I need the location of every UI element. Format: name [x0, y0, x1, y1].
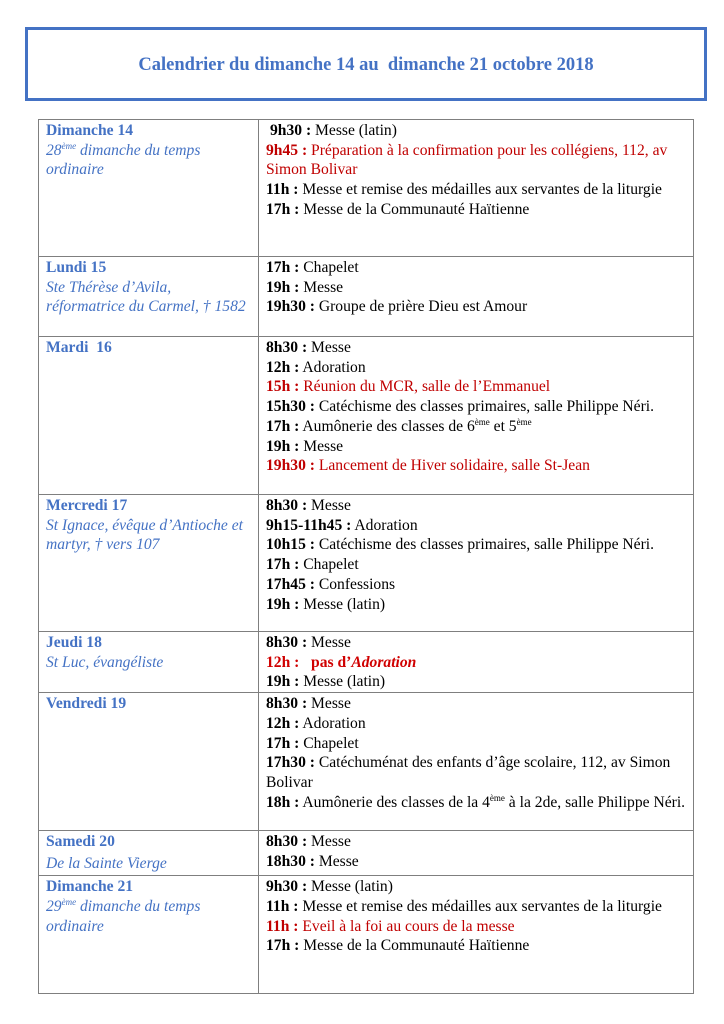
title-banner — [25, 27, 707, 101]
table-row — [39, 693, 694, 831]
event-item: 19h : Messe (latin) — [266, 595, 386, 613]
event-item: 17h : Chapelet — [266, 259, 359, 276]
event-item: 8h30 : Messe — [266, 339, 351, 356]
day-name: Samedi 20 — [46, 833, 115, 851]
day-name: Jeudi 18 — [46, 634, 102, 651]
day-cell — [39, 876, 259, 994]
event-item: 11h : Messe et remise des médailles aux servantes de la liturgie — [266, 897, 662, 915]
table-row — [39, 257, 694, 337]
event-item: 18h30 : Messe — [266, 852, 359, 870]
table-row — [39, 120, 694, 257]
event-item: 18h : Aumônerie des classes de la 4ème à la 2de, salle Philippe Néri. — [266, 792, 686, 811]
events-cell — [259, 257, 694, 337]
event-item: 17h : Aumônerie des classes de 6ème et 5ème — [266, 416, 532, 435]
day-cell — [39, 831, 259, 876]
event-item: 10h15 : Catéchisme des classes primaires, salle Philippe Néri. — [266, 536, 655, 554]
event-item: 17h30 : Catéchuménat des enfants d’âge scolaire, 112, av Simon Bolivar — [266, 754, 671, 791]
day-name: Vendredi 19 — [46, 695, 127, 713]
table-row — [39, 495, 694, 632]
events-cell — [259, 632, 694, 693]
event-item-highlighted: 15h : Réunion du MCR, salle de l’Emmanuel — [266, 378, 551, 396]
event-item: 9h15-11h45 : Adoration — [266, 516, 418, 534]
event-item: 12h : Adoration — [266, 358, 366, 376]
event-item: 19h : Messe — [266, 278, 344, 296]
event-item: 19h : Messe (latin) — [266, 673, 386, 691]
event-item: 19h30 : Groupe de prière Dieu est Amour — [266, 298, 528, 316]
event-item: 15h30 : Catéchisme des classes primaires, salle Philippe Néri. — [266, 398, 655, 416]
event-item: 8h30 : Messe — [266, 695, 351, 713]
feast-label: 28ème dimanche du temps ordinaire — [46, 140, 201, 179]
day-name: Mardi 16 — [46, 339, 112, 356]
day-cell — [39, 632, 259, 693]
feast-label: St Luc, évangéliste — [46, 653, 164, 671]
event-item: 17h : Messe de la Communauté Haïtienne — [266, 937, 530, 955]
weekly-calendar-table — [38, 119, 694, 994]
events-cell — [259, 337, 694, 495]
event-item: 8h30 : Messe — [266, 833, 351, 851]
events-cell — [259, 693, 694, 831]
day-cell — [39, 120, 259, 257]
events-cell — [259, 876, 694, 994]
day-name: Lundi 15 — [46, 259, 107, 276]
day-cell — [39, 257, 259, 337]
event-item-highlighted: 11h : Eveil à la foi au cours de la messe — [266, 917, 515, 935]
event-item: 12h : Adoration — [266, 714, 366, 732]
day-name: Mercredi 17 — [46, 497, 128, 514]
event-item: 17h : Messe de la Communauté Haïtienne — [266, 200, 530, 218]
events-cell — [259, 495, 694, 632]
event-item-highlighted: 12h : pas d’Adoration — [266, 653, 417, 671]
event-item: 17h45 : Confessions — [266, 575, 396, 593]
event-item: 9h30 : Messe (latin) — [266, 878, 393, 896]
day-cell — [39, 495, 259, 632]
event-item: 11h : Messe et remise des médailles aux servantes de la liturgie — [266, 181, 662, 199]
event-item: 8h30 : Messe — [266, 497, 351, 514]
feast-label: Ste Thérèse d’Avila, réformatrice du Carmel, † 1582 — [46, 278, 246, 316]
event-item: 19h : Messe — [266, 437, 344, 455]
feast-label: St Ignace, évêque d’Antioche et martyr, † vers 107 — [46, 516, 243, 554]
table-row — [39, 632, 694, 693]
feast-label: De la Sainte Vierge — [46, 854, 167, 872]
event-item: 17h : Chapelet — [266, 734, 359, 752]
day-name: Dimanche 14 — [46, 122, 134, 139]
day-name: Dimanche 21 — [46, 878, 134, 896]
page-title: Calendrier du dimanche 14 au dimanche 21 octobre 2018 — [138, 55, 594, 75]
table-row — [39, 337, 694, 495]
events-cell — [259, 831, 694, 876]
event-item-highlighted: 9h45 : Préparation à la confirmation pour les collégiens, 112, av Simon Bolivar — [266, 141, 668, 179]
events-cell — [259, 120, 694, 257]
event-item-highlighted: 19h30 : Lancement de Hiver solidaire, salle St-Jean — [266, 457, 590, 475]
event-item: 17h : Chapelet — [266, 556, 359, 574]
day-cell — [39, 337, 259, 495]
table-row — [39, 876, 694, 994]
feast-label: 29ème dimanche du temps ordinaire — [46, 896, 201, 935]
table-row — [39, 831, 694, 876]
event-item: 8h30 : Messe — [266, 634, 351, 651]
event-item: 9h30 : Messe (latin) — [270, 122, 397, 139]
day-cell — [39, 693, 259, 831]
